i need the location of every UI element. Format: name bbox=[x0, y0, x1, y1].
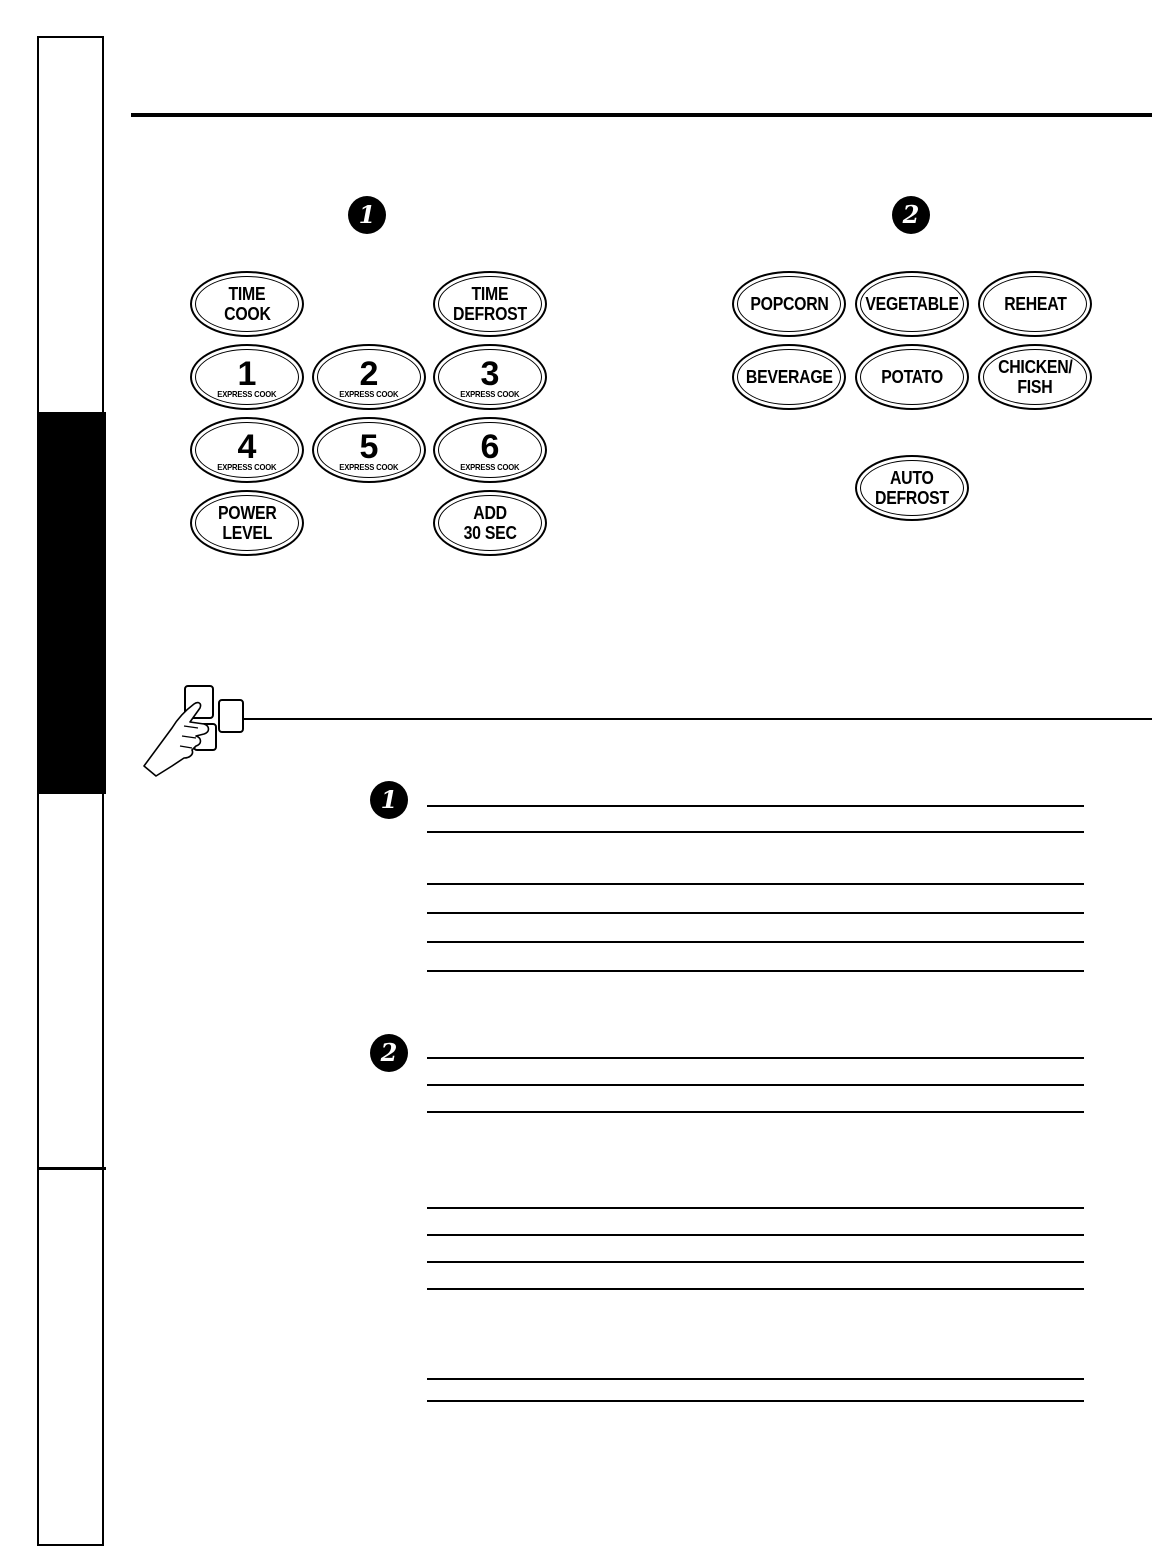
number-2-button[interactable]: 2 EXPRESS COOK bbox=[312, 344, 426, 410]
number-5-button[interactable]: 5 EXPRESS COOK bbox=[312, 417, 426, 483]
number-3-button[interactable]: 3 EXPRESS COOK bbox=[433, 344, 547, 410]
beverage-button[interactable]: BEVERAGE bbox=[732, 344, 846, 410]
potato-button[interactable]: POTATO bbox=[855, 344, 969, 410]
side-tab-active bbox=[37, 412, 106, 794]
header-rule bbox=[131, 113, 1152, 117]
section-rule bbox=[243, 718, 1152, 720]
add-30-sec-button[interactable]: ADD 30 SEC bbox=[433, 490, 547, 556]
time-defrost-button[interactable]: TIME DEFROST bbox=[433, 271, 547, 337]
panel-2-marker: 2 bbox=[892, 196, 930, 234]
number-4-button[interactable]: 4 EXPRESS COOK bbox=[190, 417, 304, 483]
rule-line bbox=[427, 1111, 1084, 1113]
rule-line bbox=[427, 1400, 1084, 1402]
vegetable-button[interactable]: VEGETABLE bbox=[855, 271, 969, 337]
rule-line bbox=[427, 805, 1084, 807]
rule-line bbox=[427, 1261, 1084, 1263]
time-cook-button[interactable]: TIME COOK bbox=[190, 271, 304, 337]
rule-line bbox=[427, 941, 1084, 943]
step-2-marker: 2 bbox=[370, 1034, 408, 1072]
step-1-marker: 1 bbox=[370, 781, 408, 819]
number-6-button[interactable]: 6 EXPRESS COOK bbox=[433, 417, 547, 483]
chicken-fish-button[interactable]: CHICKEN/ FISH bbox=[978, 344, 1092, 410]
auto-defrost-button[interactable]: AUTO DEFROST bbox=[855, 455, 969, 521]
rule-line bbox=[427, 1288, 1084, 1290]
power-level-button[interactable]: POWER LEVEL bbox=[190, 490, 304, 556]
reheat-button[interactable]: REHEAT bbox=[978, 271, 1092, 337]
number-1-button[interactable]: 1 EXPRESS COOK bbox=[190, 344, 304, 410]
popcorn-button[interactable]: POPCORN bbox=[732, 271, 846, 337]
rule-line bbox=[427, 1378, 1084, 1380]
rule-line bbox=[427, 970, 1084, 972]
rule-line bbox=[427, 883, 1084, 885]
rule-line bbox=[427, 912, 1084, 914]
rule-line bbox=[427, 1234, 1084, 1236]
rule-line bbox=[427, 831, 1084, 833]
rule-line bbox=[427, 1084, 1084, 1086]
rule-line bbox=[427, 1057, 1084, 1059]
side-tab-divider bbox=[37, 1167, 106, 1170]
hand-pressing-button-icon bbox=[138, 680, 250, 780]
panel-1-marker: 1 bbox=[348, 196, 386, 234]
rule-line bbox=[427, 1207, 1084, 1209]
